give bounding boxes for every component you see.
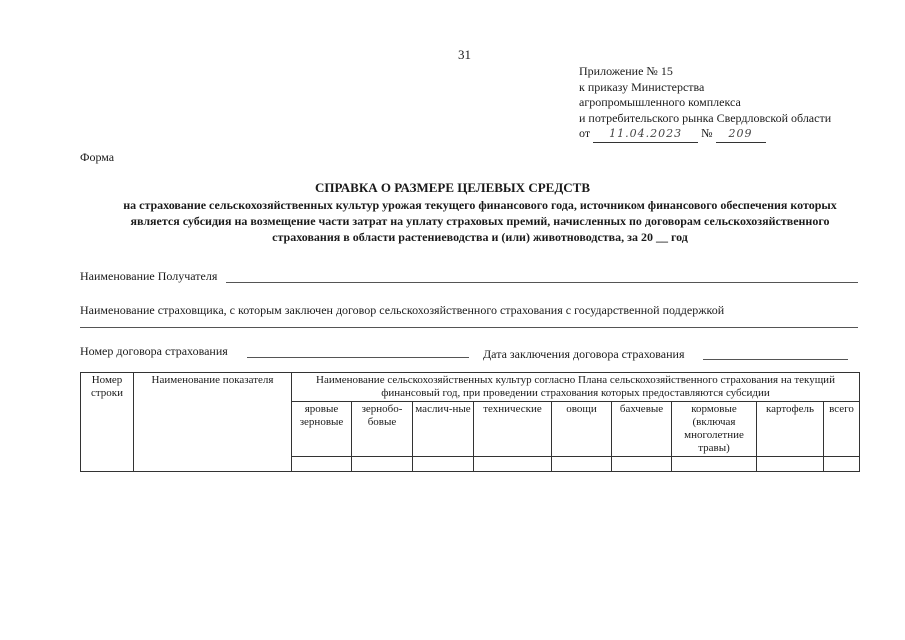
date-prefix: от [579, 126, 591, 140]
header-crop-2: зернобо-бовые [352, 402, 413, 457]
contract-date-input-line[interactable] [703, 359, 848, 360]
header-crop-1: яровые зерновые [292, 402, 352, 457]
page-number: 31 [458, 47, 471, 62]
contract-date-label: Дата заключения договора страхования [483, 347, 685, 361]
contract-number-input-line[interactable] [247, 357, 469, 358]
document-subtitle: на страхование сельскохозяйственных культур урожая текущего финансового года, источником финансового обеспечения которых является субсидия на возмещение части затрат на уплату страховых премий, начисленных по договорам сельскохозяйственного страхования в области растениеводства и (или) животноводства, за 20 __ год [123, 198, 837, 244]
contract-number-label: Номер договора страхования [80, 344, 228, 358]
header-crop-6: бахчевые [612, 402, 672, 457]
insurer-label: Наименование страховщика, с которым заключен договор сельскохозяйственного страхования с государственной поддержкой [80, 303, 725, 317]
header-crop-5: овощи [552, 402, 612, 457]
appendix-date-line [579, 126, 831, 143]
appendix-line-2: к приказу Министерства [579, 79, 705, 94]
table-cell[interactable] [672, 457, 757, 472]
document-title: СПРАВКА О РАЗМЕРЕ ЦЕЛЕВЫХ СРЕДСТВ [315, 180, 590, 195]
appendix-block [579, 64, 831, 143]
header-indicator: Наименование показателя [134, 373, 292, 472]
table-cell[interactable] [824, 457, 860, 472]
table-cell[interactable] [474, 457, 552, 472]
number-prefix: № [701, 126, 713, 140]
handwritten-number: 209 [716, 126, 766, 143]
table-cell[interactable] [612, 457, 672, 472]
header-crop-3: маслич-ные [413, 402, 474, 457]
table-cell[interactable] [757, 457, 824, 472]
table-cell[interactable] [552, 457, 612, 472]
insurer-input-line[interactable] [80, 327, 858, 328]
header-crop-8: картофель [757, 402, 824, 457]
header-row-number: Номер строки [81, 373, 134, 472]
header-crop-7: кормовые (включая многолетние травы) [672, 402, 757, 457]
appendix-line-1: Приложение № 15 [579, 64, 673, 78]
header-crop-4: технические [474, 402, 552, 457]
table-cell[interactable] [292, 457, 352, 472]
recipient-label: Наименование Получателя [80, 269, 218, 283]
subsidy-table [80, 372, 860, 472]
appendix-line-4: и потребительского рынка Свердловской области [579, 110, 832, 125]
header-crops-group: Наименование сельскохозяйственных культур согласно Плана сельскохозяйственного страхования на текущий финансовый год, при проведении страхования которых предоставляются субсидии [292, 373, 860, 402]
form-label: Форма [80, 150, 115, 164]
handwritten-date: 11.04.2023 [593, 126, 698, 143]
table-cell[interactable] [352, 457, 413, 472]
table-cell[interactable] [413, 457, 474, 472]
recipient-input-line[interactable] [226, 282, 858, 283]
header-crop-total: всего [824, 402, 860, 457]
appendix-line-3: агропромышленного комплекса [579, 95, 741, 109]
